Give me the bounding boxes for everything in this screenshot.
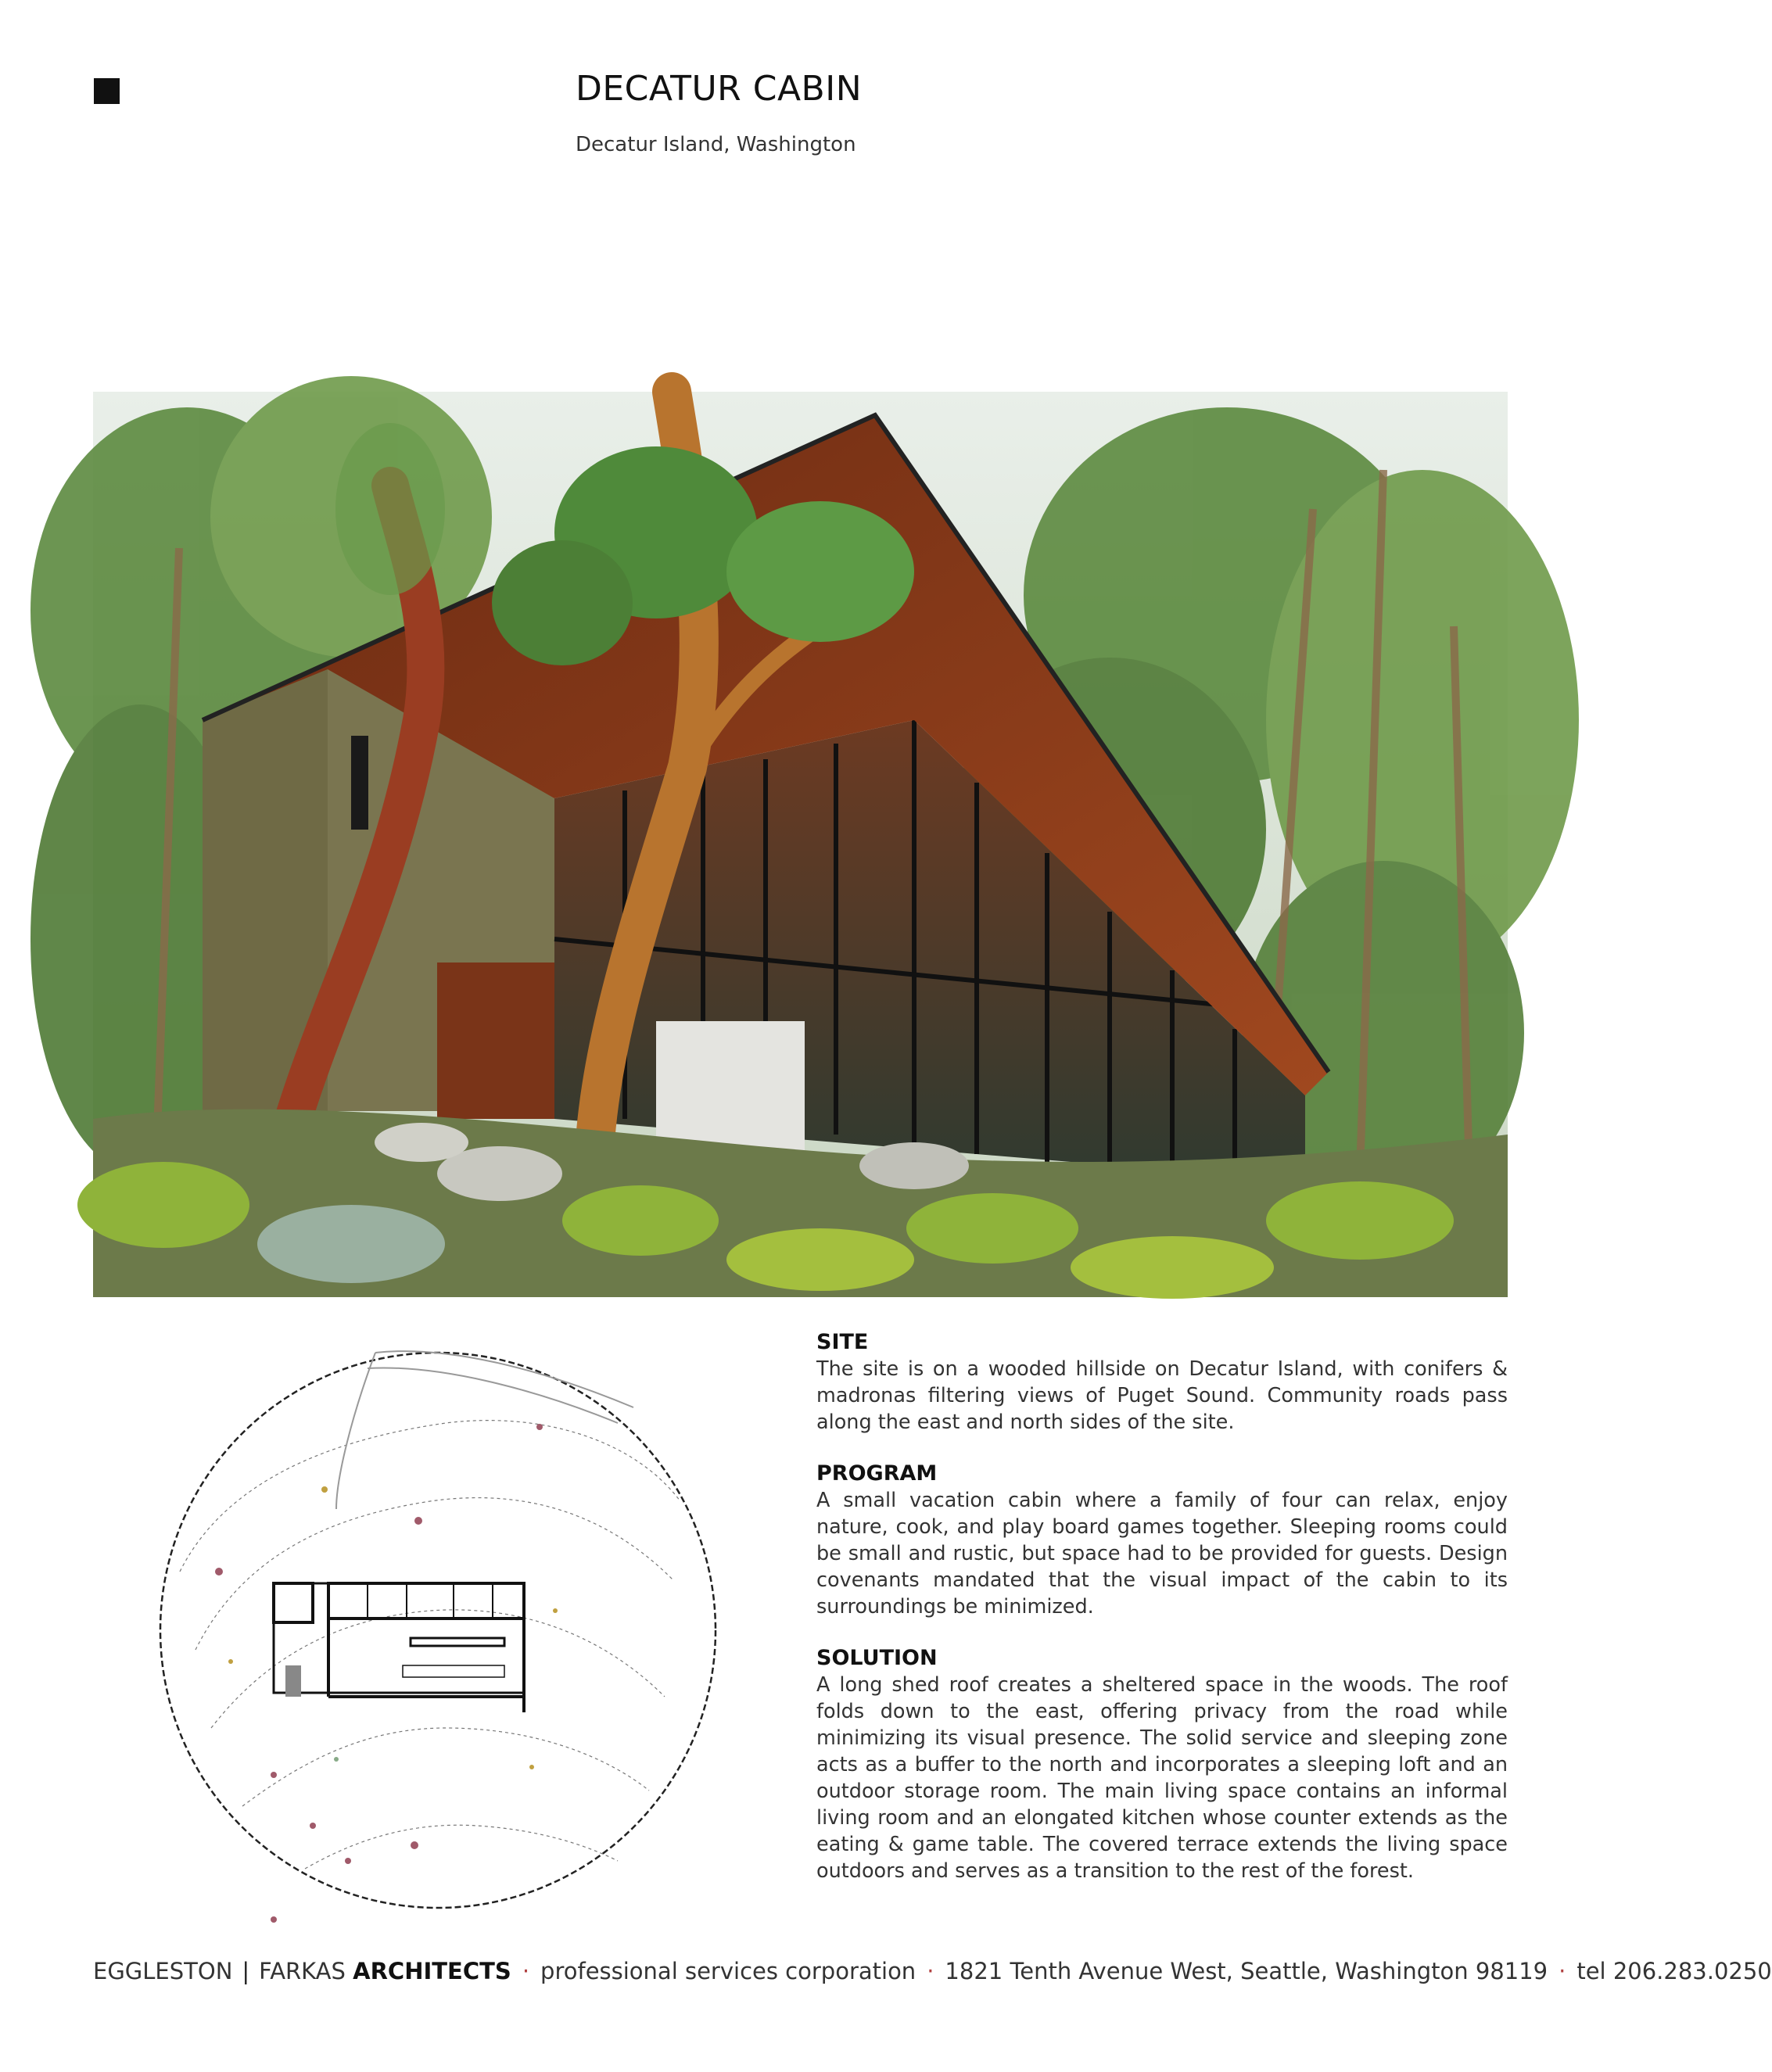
road [375, 1351, 633, 1407]
separator-dot: · [927, 1958, 934, 1984]
solution-heading: SOLUTION [816, 1646, 938, 1670]
firm-name-part2: FARKAS [259, 1958, 346, 1984]
page-title: DECATUR CABIN [576, 69, 863, 109]
site-plan-drawing [133, 1321, 782, 1939]
solution-paragraph: A long shed roof creates a sheltered space in the woods. The roof folds down to the east, offering privacy from the road while minimizing its visual presence. The solid service and sleeping zone acts as a buffer to the north and incorporates a sleeping loft and an outdoor storage room. The main living space contains an informal living room and an elongated kitchen whose counter extends as the eating & game table. The covered terrace extends the living space outdoors and serves as a transition to the rest of the forest. [816, 1673, 1508, 1883]
separator-dot: · [1559, 1958, 1566, 1984]
separator-dot: · [522, 1958, 530, 1984]
site-paragraph: The site is on a wooded hillside on Decatur Island, with conifers & madronas filtering views of Puget Sound. Community roads pass along the east and north sides of the site. [816, 1357, 1508, 1434]
site-heading: SITE [816, 1330, 869, 1354]
project-description [816, 1329, 1508, 1909]
cabin-floor-plan [274, 1583, 524, 1712]
cabin-photo [93, 392, 1508, 1297]
contour-lines [180, 1421, 680, 1869]
firm-name-part3: ARCHITECTS [353, 1958, 511, 1984]
firm-divider: | [242, 1958, 250, 1984]
address: 1821 Tenth Avenue West, Seattle, Washington 98119 [945, 1958, 1548, 1984]
program-heading: PROGRAM [816, 1461, 938, 1486]
corporation-type: professional services corporation [540, 1958, 916, 1984]
site-boundary-circle [160, 1353, 716, 1908]
section-marker [94, 78, 120, 104]
program-paragraph: A small vacation cabin where a family of four can relax, enjoy nature, cook, and play board games together. Sleeping rooms could be small and rustic, but space had to be provided for guests. Design covenants mandated that the visual impact of the cabin to its surroundings be minimized. [816, 1489, 1508, 1619]
concrete-wall [656, 1021, 805, 1154]
firm-name-part1: EGGLESTON [93, 1958, 233, 1984]
footer [93, 1958, 1772, 1984]
phone: tel 206.283.0250 [1577, 1958, 1772, 1984]
location-subtitle: Decatur Island, Washington [576, 133, 856, 156]
